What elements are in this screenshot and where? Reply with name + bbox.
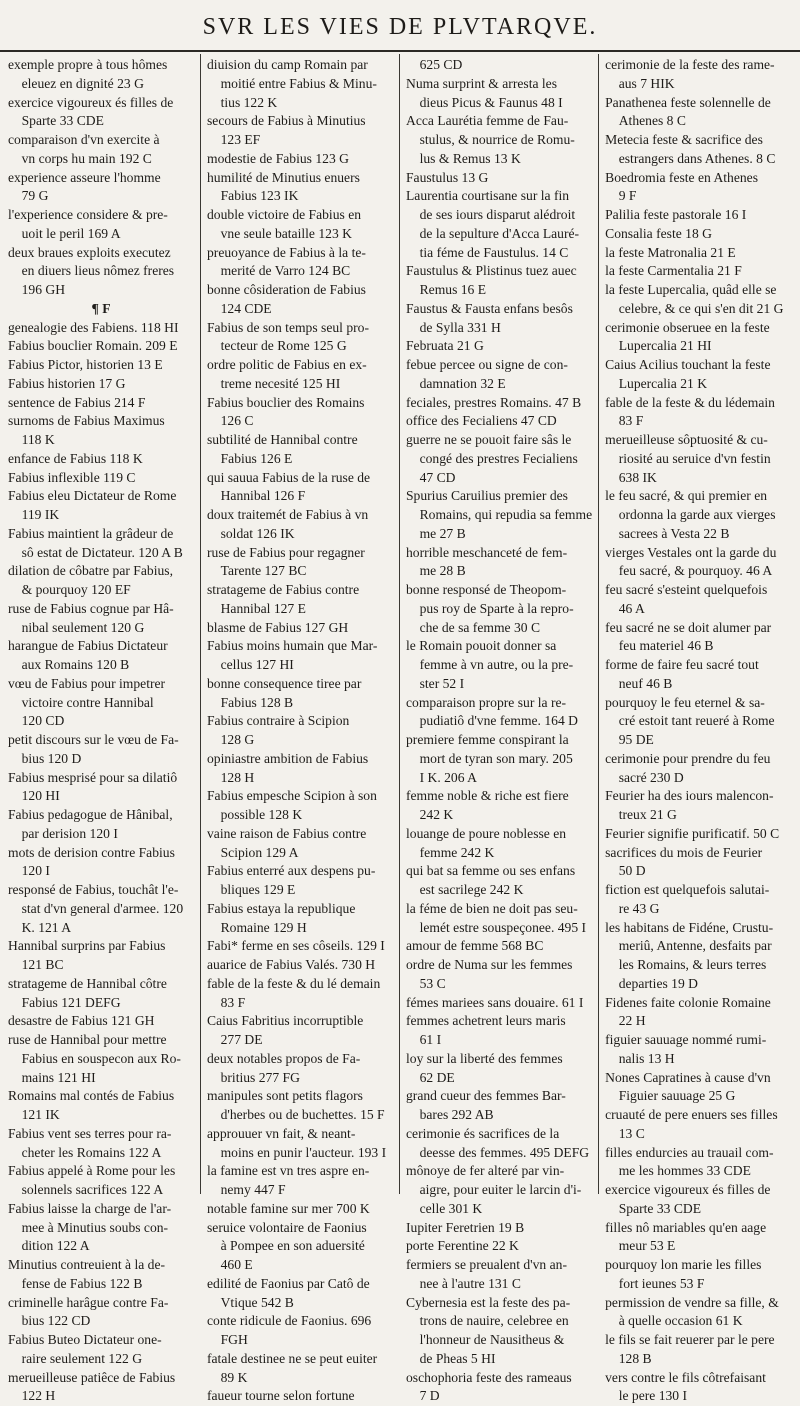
index-line: mee à Minutius soubs con- [8, 1219, 169, 1235]
index-line: Boedromia feste en Athenes [605, 169, 759, 185]
index-line: Feurier signifie purificatif. 50 C [605, 825, 780, 841]
index-line: pourquoy lon marie les filles [605, 1257, 762, 1272]
index-line: Metecia feste & sacrifice des [605, 132, 763, 147]
index-line: Fabius laisse la charge de l'ar- [8, 1200, 172, 1216]
index-line: office des Fecialiens 47 CD [406, 413, 557, 429]
index-line: Romains, qui repudia sa femme [406, 507, 593, 522]
section-letter: ¶ F [91, 300, 111, 316]
index-line: qui bat sa femme ou ses enfans [406, 863, 576, 879]
index-line: Fabius historien 17 G [8, 375, 126, 391]
index-line: approuuer vn fait, & neant- [207, 1125, 356, 1141]
index-line: seruice volontaire de Faonius [207, 1219, 367, 1235]
index-line: moitié entre Fabius & Minu- [207, 75, 377, 91]
index-line: Fabius bouclier des Romains [207, 394, 365, 410]
index-line: 242 K [406, 807, 454, 822]
index-line: I K. 206 A [406, 769, 477, 785]
index-line: à Pompee en son aduersité [207, 1238, 365, 1254]
index-line: pus roy de Sparte à la repro- [406, 600, 574, 616]
index-line: 122 H [8, 1388, 56, 1404]
index-line: doux traitemét de Fabius à vn [207, 507, 369, 522]
index-line: dilation de côbatre par Fabius, [8, 563, 173, 579]
index-line: stat d'vn general d'armee. 120 [8, 900, 184, 916]
index-line: Faustulus & Plistinus tuez auec [406, 263, 577, 279]
index-line: me 27 B [406, 525, 466, 541]
index-line: porte Ferentine 22 K [406, 1238, 519, 1254]
index-line: opiniastre ambition de Fabius [207, 750, 369, 766]
index-line: louange de poure noblesse en [406, 825, 567, 841]
index-line: oschophoria feste des rameaus [406, 1369, 572, 1385]
index-line: fémes mariees sans douaire. 61 I [406, 994, 584, 1010]
index-line: mônoye de fer alteré par vin- [406, 1163, 565, 1179]
index-line: 625 CD [406, 57, 463, 72]
index-line: Lupercalia 21 HI [605, 338, 712, 354]
index-line: 638 IK [605, 469, 657, 485]
index-line: K. 121 A [8, 919, 72, 935]
index-line: faueur tourne selon fortune [207, 1388, 355, 1404]
index-line: Fabius empesche Scipion à son [207, 788, 377, 804]
index-line: sacrifices du mois de Feurier [605, 844, 763, 860]
index-line: riosité au seruice d'vn festin [605, 450, 771, 466]
index-line: fable de la feste & du lédemain [605, 394, 775, 410]
index-column-4 [599, 54, 798, 1404]
index-line: criminelle harâgue contre Fa- [8, 1294, 169, 1310]
index-line: tius 122 K [207, 94, 278, 110]
index-line: 79 G [8, 188, 49, 204]
index-line: Fabius maintient la grâdeur de [8, 525, 174, 541]
index-line: mots de derision contre Fabius [8, 844, 175, 860]
index-line: par derision 120 I [8, 825, 118, 841]
index-line: cheter les Romains 122 A [8, 1144, 162, 1160]
index-line: vaine raison de Fabius contre [207, 825, 367, 841]
index-line: ruse de Fabius cognue par Hâ- [8, 600, 174, 616]
index-line: Fabius appelé à Rome pour les [8, 1163, 176, 1179]
index-line: me les hommes 33 CDE [605, 1163, 751, 1179]
index-line: merité de Varro 124 BC [207, 263, 351, 279]
index-column-1 [2, 54, 201, 1404]
index-line: Fabius Buteo Dictateur one- [8, 1332, 162, 1347]
index-line: notable famine sur mer 700 K [207, 1200, 370, 1216]
index-line: uoit le peril 169 A [8, 225, 121, 241]
index-line: ordre de Numa sur les femmes [406, 957, 573, 972]
index-line: bonne responsé de Theopom- [406, 582, 567, 597]
index-line: sô estat de Dictateur. 120 A B [8, 544, 183, 560]
running-header: SVR LES VIES DE PLVTARQVE. [202, 14, 598, 40]
index-line: 95 DE [605, 732, 654, 747]
index-line: nibal seulement 120 G [8, 619, 145, 635]
index-line: 83 F [605, 413, 644, 429]
index-line: Athenes 8 C [605, 113, 686, 129]
index-line: fatale destinee ne se peut euiter [207, 1350, 378, 1366]
index-line: le fils se fait reuerer par le pere [605, 1332, 775, 1347]
index-line: cerimonie obseruee en la feste [605, 319, 770, 335]
index-line: 9 F [605, 188, 637, 204]
index-line: auarice de Fabius Valés. 730 H [207, 957, 376, 972]
index-line: deux braues exploits executez [8, 244, 171, 260]
index-line: modestie de Fabius 123 G [207, 150, 349, 166]
index-line: eleuez en dignité 23 G [8, 75, 144, 91]
index-line: Fabius pedagogue de Hânibal, [8, 807, 173, 822]
index-line: pourquoy le feu eternel & sa- [605, 694, 765, 710]
index-line: aigre, pour euiter le larcin d'i- [406, 1182, 582, 1197]
index-line: le pere 130 I [605, 1388, 688, 1404]
index-line: 124 CDE [207, 300, 272, 316]
index-line: cré estoit tant reueré à Rome [605, 713, 775, 729]
index-line: femme 242 K [406, 844, 495, 860]
index-line: 119 IK [8, 507, 60, 522]
index-line: feu sacré s'esteint quelquefois [605, 582, 768, 597]
index-line: d'herbes ou de buchettes. 15 F [207, 1107, 385, 1122]
index-line: de Pheas 5 HI [406, 1350, 496, 1366]
index-line: loy sur la liberté des femmes [406, 1050, 563, 1066]
index-line: sentence de Fabius 214 F [8, 394, 146, 410]
index-line: aus 7 HIK [605, 75, 675, 91]
index-line: treme necesité 125 HI [207, 375, 341, 391]
index-line: Fabius Pictor, historien 13 E [8, 357, 163, 372]
index-line: raire seulement 122 G [8, 1350, 143, 1366]
index-column-3 [400, 54, 599, 1404]
index-line: Fabius bouclier Romain. 209 E [8, 338, 178, 354]
index-line: Fidenes faite colonie Romaine [605, 994, 771, 1010]
index-line: 123 EF [207, 132, 261, 147]
index-line: re 43 G [605, 900, 660, 916]
index-line: Faustulus 13 G [406, 169, 489, 185]
index-line: conte ridicule de Faonius. 696 [207, 1313, 372, 1329]
index-line: Fabius en souspecon aux Ro- [8, 1050, 181, 1066]
index-line: 61 I [406, 1032, 442, 1047]
index-line: de la sepulture d'Acca Lauré- [406, 225, 580, 241]
index-line: Acca Laurétia femme de Fau- [406, 113, 569, 129]
index-line: Fabius vent ses terres pour ra- [8, 1125, 172, 1141]
index-line: lus & Remus 13 K [406, 150, 521, 166]
index-line: femme à vn autre, ou la pre- [406, 657, 574, 672]
index-columns [2, 54, 798, 1404]
index-line: fort ieunes 53 F [605, 1275, 705, 1291]
index-line: Fabius de son temps seul pro- [207, 319, 369, 335]
index-line: Lupercalia 21 K [605, 375, 708, 391]
index-line: Fabius 126 E [207, 450, 293, 466]
index-line: possible 128 K [207, 807, 303, 822]
index-line: fable de la feste & du lé demain [207, 975, 381, 991]
index-line: Feurier ha des iours malencon- [605, 788, 774, 804]
index-line: preuoyance de Fabius à la te- [207, 244, 366, 260]
index-line: meur 53 E [605, 1238, 676, 1254]
index-line: fense de Fabius 122 B [8, 1275, 143, 1291]
index-line: l'experience considere & pre- [8, 207, 168, 222]
index-line: neuf 46 B [605, 675, 673, 691]
index-line: mort de tyran son mary. 205 [406, 750, 573, 766]
index-line: aux Romains 120 B [8, 657, 130, 672]
index-line: de ses iours disparut alédroit [406, 207, 576, 222]
index-line: 120 I [8, 863, 50, 879]
index-line: solennels sacrifices 122 A [8, 1182, 164, 1197]
index-line: 126 C [207, 413, 254, 429]
index-line: Fabius inflexible 119 C [8, 469, 136, 485]
index-line: le feu sacré, & qui premier en [605, 488, 768, 504]
index-line: ster 52 I [406, 675, 465, 691]
index-line: responsé de Fabius, touchât l'e- [8, 882, 179, 897]
index-line: 50 D [605, 863, 646, 879]
index-line: subtilité de Hannibal contre [207, 432, 358, 447]
index-line: la feste Carmentalia 21 F [605, 263, 742, 279]
index-line: deux notables propos de Fa- [207, 1050, 361, 1066]
index-line: manipules sont petits flagors [207, 1088, 363, 1104]
index-line: pudiatiô d'vne femme. 164 D [406, 713, 578, 729]
index-line: Cybernesia est la feste des pa- [406, 1294, 571, 1310]
index-line: sacrees à Vesta 22 B [605, 525, 730, 541]
index-line: sacré 230 D [605, 769, 684, 785]
index-line: Fabius estaya la republique [207, 900, 356, 916]
index-line: feu sacré, & pourquoy. 46 A [605, 563, 773, 579]
index-line: Fabius mesprisé pour sa dilatiô [8, 769, 178, 785]
index-line: amour de femme 568 BC [406, 938, 544, 954]
index-line: treux 21 G [605, 807, 677, 822]
index-line: bliques 129 E [207, 882, 296, 897]
index-line: guerre ne se pouoit faire sâs le [406, 432, 572, 447]
index-line: grand cueur des femmes Bar- [406, 1088, 566, 1104]
index-line: les Romains, & leurs terres [605, 957, 767, 972]
index-line: humilité de Minutius enuers [207, 169, 360, 185]
index-line: 53 C [406, 975, 446, 991]
index-line: filles endurcies au trauail com- [605, 1144, 774, 1160]
index-line: Caius Acilius touchant la feste [605, 357, 771, 372]
index-line: vierges Vestales ont la garde du [605, 544, 777, 560]
index-line: congé des prestres Fecialiens [406, 450, 578, 466]
index-line: 13 C [605, 1125, 645, 1141]
index-line: Panathenea feste solennelle de [605, 94, 771, 110]
index-line: double victoire de Fabius en [207, 207, 362, 222]
index-line: bares 292 AB [406, 1107, 494, 1122]
index-line: Tarente 127 BC [207, 563, 307, 579]
index-line: Numa surprint & arresta les [406, 75, 557, 91]
index-line: enfance de Fabius 118 K [8, 450, 143, 466]
index-line: 7 D [406, 1388, 440, 1404]
index-line: cruauté de pere enuers ses filles [605, 1107, 778, 1122]
index-column-2 [201, 54, 400, 1404]
index-line: celebre, & ce qui s'en dit 21 G [605, 300, 784, 316]
index-line: comparaison propre sur la re- [406, 694, 567, 710]
index-line: 128 G [207, 732, 255, 747]
index-line: Consalia feste 18 G [605, 225, 712, 241]
index-line: à quelle occasion 61 K [605, 1313, 743, 1329]
index-line: 121 IK [8, 1107, 60, 1122]
index-line: che de sa femme 30 C [406, 619, 541, 635]
index-line: merueilleuse patiêce de Fabius [8, 1369, 176, 1385]
index-line: feu materiel 46 B [605, 638, 714, 654]
index-line: Hannibal surprins par Fabius [8, 938, 166, 954]
index-line: petit discours sur le vœu de Fa- [8, 732, 179, 747]
index-line: merueilleuse sôptuosité & cu- [605, 432, 768, 447]
index-line: edilité de Faonius par Catô de [207, 1275, 370, 1291]
index-line: 120 HI [8, 788, 60, 804]
index-line: 22 H [605, 1013, 646, 1029]
index-line: femmes achetrent leurs maris [406, 1013, 566, 1029]
index-line: genealogie des Fabiens. 118 HI [8, 319, 179, 335]
index-line: mains 121 HI [8, 1069, 96, 1085]
index-line: me 28 B [406, 563, 466, 579]
index-line: celle 301 K [406, 1200, 483, 1216]
index-line: la feste Lupercalia, quâd elle se [605, 282, 777, 297]
index-line: Remus 16 E [406, 282, 487, 297]
index-line: filles nô mariables qu'en aage [605, 1219, 767, 1235]
index-line: Fabius 128 B [207, 694, 294, 710]
index-line: ruse de Hannibal pour mettre [8, 1032, 167, 1047]
index-line: 89 K [207, 1369, 248, 1385]
index-line: feciales, prestres Romains. 47 B [406, 394, 582, 410]
index-line: bonne consequence tiree par [207, 675, 362, 691]
index-line: Figuier sauuage 25 G [605, 1088, 736, 1104]
index-line: Sparte 33 CDE [8, 113, 104, 129]
index-line: 47 CD [406, 469, 456, 485]
index-line: la féme de bien ne doit pas seu- [406, 900, 578, 916]
index-line: stulus, & nourrice de Romu- [406, 132, 575, 147]
index-line: Minutius contreuient à la de- [8, 1257, 166, 1272]
index-line: desastre de Fabius 121 GH [8, 1013, 155, 1029]
index-line: l'honneur de Nausitheus & [406, 1332, 565, 1347]
index-line: experience asseure l'homme [8, 169, 161, 185]
index-line: 62 DE [406, 1069, 455, 1085]
index-line: 121 BC [8, 957, 64, 972]
index-line: Palilia feste pastorale 16 I [605, 207, 747, 222]
index-line: premiere femme conspirant la [406, 732, 569, 747]
index-line: horrible meschanceté de fem- [406, 544, 568, 560]
index-line: 128 H [207, 769, 255, 785]
index-line: vœu de Fabius pour impetrer [8, 675, 166, 691]
index-line: vers contre le fils côtrefaisant [605, 1369, 766, 1385]
index-line: les habitans de Fidéne, Crustu- [605, 919, 774, 935]
index-line: Fabi* ferme en ses côseils. 129 I [207, 938, 385, 954]
index-line: 277 DE [207, 1032, 263, 1047]
index-line: victoire contre Hannibal [8, 694, 154, 710]
index-line: la feste Matronalia 21 E [605, 244, 736, 260]
index-line: secours de Fabius à Minutius [207, 113, 366, 129]
index-line: bius 122 CD [8, 1313, 91, 1329]
index-line: Fabius enterré aux despens pu- [207, 863, 376, 879]
index-line: deesse des femmes. 495 DEFG [406, 1144, 590, 1160]
index-line: dieus Picus & Faunus 48 I [406, 94, 563, 110]
index-line: qui sauua Fabius de la ruse de [207, 469, 371, 485]
index-line: Caius Fabritius incorruptible [207, 1013, 364, 1029]
index-line: dition 122 A [8, 1238, 90, 1254]
index-line: la famine est vn tres aspre en- [207, 1163, 370, 1179]
index-line: Hannibal 127 E [207, 600, 306, 616]
index-line: permission de vendre sa fille, & [605, 1294, 779, 1310]
index-line: 46 A [605, 600, 645, 616]
index-line: Fabius 123 IK [207, 188, 299, 204]
index-line: vne seule bataille 123 K [207, 225, 352, 241]
index-line: vn corps hu main 192 C [8, 150, 152, 166]
index-line: ordonna la garde aux vierges [605, 507, 776, 522]
index-line: estrangers dans Athenes. 8 C [605, 150, 776, 166]
index-line: stratageme de Fabius contre [207, 582, 360, 597]
index-line: Laurentia courtisane sur la fin [406, 188, 570, 204]
index-line: 128 B [605, 1350, 652, 1366]
index-line: lemét estre souspeçonee. 495 I [406, 919, 587, 935]
index-line: britius 277 FG [207, 1069, 300, 1085]
index-line: febue percee ou signe de con- [406, 357, 568, 372]
index-line: moins en punir l'aucteur. 193 I [207, 1144, 387, 1160]
index-line: Spurius Caruilius premier des [406, 488, 568, 504]
index-line: bius 120 D [8, 750, 82, 766]
index-line: femme noble & riche est fiere [406, 788, 569, 804]
index-line: feu sacré ne se doit alumer par [605, 619, 772, 635]
index-line: Februata 21 G [406, 338, 484, 354]
index-line: Fabius contraire à Scipion [207, 713, 350, 729]
index-line: FGH [207, 1332, 248, 1347]
index-line: 120 CD [8, 713, 65, 729]
index-line: Romaine 129 H [207, 919, 307, 935]
index-line: 196 GH [8, 282, 66, 297]
index-line: bonne côsideration de Fabius [207, 282, 366, 297]
index-line: comparaison d'vn exercite à [8, 132, 160, 147]
index-line: Sparte 33 CDE [605, 1200, 702, 1216]
index-line: exemple propre à tous hômes [8, 57, 168, 72]
index-line: ordre politic de Fabius en ex- [207, 357, 367, 372]
index-line: meriû, Antenne, desfaits par [605, 938, 772, 954]
index-line: surnoms de Fabius Maximus [8, 413, 165, 429]
index-line: nee à l'autre 131 C [406, 1275, 521, 1291]
index-line: Scipion 129 A [207, 844, 299, 860]
index-line: Fabius moins humain que Mar- [207, 638, 378, 654]
index-line: trons de nauire, celebree en [406, 1313, 569, 1329]
index-line: damnation 32 E [406, 375, 506, 391]
index-line: fermiers se preualent d'vn an- [406, 1257, 567, 1272]
index-line: nemy 447 F [207, 1182, 286, 1197]
index-line: departies 19 D [605, 975, 698, 991]
index-line: Iupiter Feretrien 19 B [406, 1219, 525, 1235]
index-line: 83 F [207, 994, 246, 1010]
index-line: stratageme de Hannibal côtre [8, 975, 167, 991]
index-line: cerimonie pour prendre du feu [605, 750, 771, 766]
index-line: forme de faire feu sacré tout [605, 657, 759, 672]
index-line: diuision du camp Romain par [207, 57, 368, 72]
index-line: exercice vigoureux és filles de [8, 94, 174, 110]
index-line: blasme de Fabius 127 GH [207, 619, 349, 635]
index-line: exercice vigoureux és filles de [605, 1182, 771, 1197]
index-line: 460 E [207, 1257, 253, 1272]
index-line: Vtique 542 B [207, 1294, 294, 1310]
index-line: Faustus & Fausta enfans besôs [406, 300, 573, 316]
index-line: en diuers lieus nômez freres [8, 263, 175, 279]
index-line: harangue de Fabius Dictateur [8, 638, 168, 654]
index-line: fiction est quelquefois salutai- [605, 882, 770, 897]
index-line: de Sylla 331 H [406, 319, 501, 335]
index-line: cellus 127 HI [207, 657, 294, 672]
index-line: Nones Capratines à cause d'vn [605, 1069, 771, 1085]
index-line: Hannibal 126 F [207, 488, 306, 504]
header-rule [0, 50, 800, 52]
index-line: est sacrilege 242 K [406, 882, 524, 897]
index-line: cerimonie és sacrifices de la [406, 1125, 560, 1141]
index-line: tecteur de Rome 125 G [207, 338, 347, 354]
index-line: Romains mal contés de Fabius [8, 1088, 175, 1104]
index-line: Fabius 121 DEFG [8, 994, 121, 1010]
index-line: ruse de Fabius pour regagner [207, 544, 365, 560]
index-line: Fabius eleu Dictateur de Rome [8, 488, 177, 504]
index-line: & pourquoy 120 EF [8, 582, 131, 597]
index-line: tia féme de Faustulus. 14 C [406, 244, 569, 260]
index-line: nalis 13 H [605, 1050, 675, 1066]
index-line: le Romain pouoit donner sa [406, 638, 557, 654]
index-line: figuier sauuage nommé rumi- [605, 1032, 767, 1047]
index-line: soldat 126 IK [207, 525, 295, 541]
index-line: 118 K [8, 432, 55, 447]
index-line: cerimonie de la feste des rame- [605, 57, 775, 72]
